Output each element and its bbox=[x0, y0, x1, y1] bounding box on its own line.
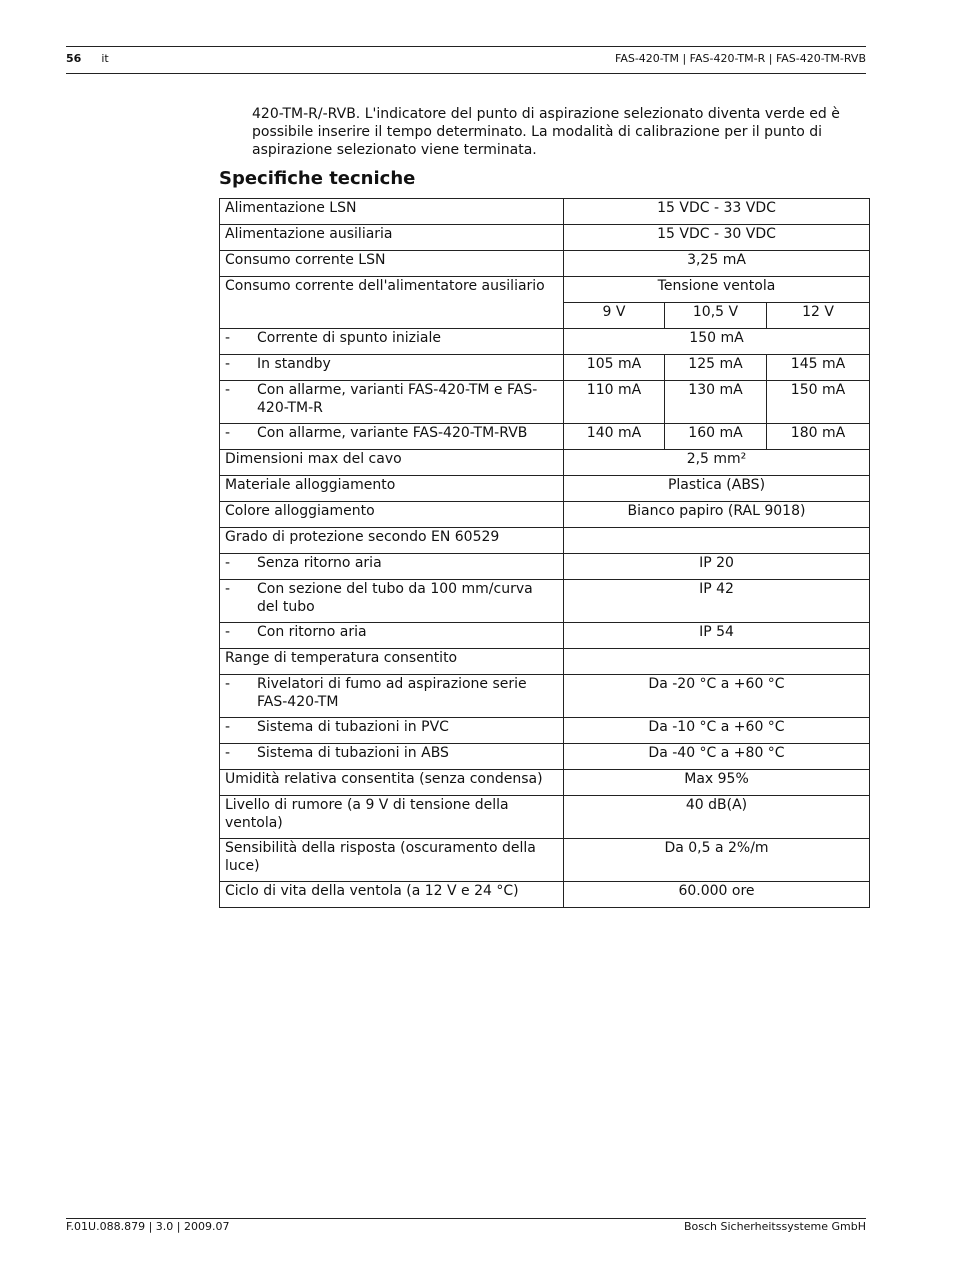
spec-label: Dimensioni max del cavo bbox=[220, 450, 564, 476]
spec-sublabel-text: Con sezione del tubo da 100 mm/curva del tubo bbox=[257, 581, 533, 615]
table-row bbox=[220, 554, 870, 580]
spec-sublabel-text: Rivelatori di fumo ad aspirazione serie FAS-420-TM bbox=[257, 676, 527, 710]
spec-label: Ciclo di vita della ventola (a 12 V e 24 °C) bbox=[220, 882, 564, 908]
spec-sublabel bbox=[220, 329, 564, 355]
document-reference: F.01U.088.879 | 3.0 | 2009.07 bbox=[66, 1220, 230, 1233]
page-header-left bbox=[66, 52, 109, 65]
spec-value: IP 20 bbox=[564, 554, 870, 580]
spec-value: 160 mA bbox=[665, 424, 767, 450]
table-row bbox=[220, 199, 870, 225]
list-dash: - bbox=[225, 745, 231, 761]
spec-label: Consumo corrente dell'alimentatore ausiliario bbox=[220, 277, 564, 329]
voltage-header: 9 V bbox=[564, 303, 665, 329]
spec-sublabel bbox=[220, 424, 564, 450]
list-dash: - bbox=[225, 624, 231, 640]
spec-value: 2,5 mm² bbox=[564, 450, 870, 476]
spec-label: Colore alloggiamento bbox=[220, 502, 564, 528]
spec-label: Umidità relativa consentita (senza condensa) bbox=[220, 770, 564, 796]
spec-label: Range di temperatura consentito bbox=[220, 649, 564, 675]
list-dash: - bbox=[225, 581, 231, 597]
spec-sublabel bbox=[220, 718, 564, 744]
table-row bbox=[220, 355, 870, 381]
spec-sublabel bbox=[220, 355, 564, 381]
spec-label: Alimentazione LSN bbox=[220, 199, 564, 225]
spec-sublabel-text: Senza ritorno aria bbox=[257, 555, 382, 571]
language-code: it bbox=[101, 52, 109, 65]
spec-value: Da 0,5 a 2%/m bbox=[564, 839, 870, 882]
section-title: Specifiche tecniche bbox=[219, 168, 416, 189]
voltage-header: 10,5 V bbox=[665, 303, 767, 329]
spec-sublabel-text: Sistema di tubazioni in PVC bbox=[257, 719, 449, 735]
spec-value: 15 VDC - 33 VDC bbox=[564, 199, 870, 225]
spec-sublabel-text: Corrente di spunto iniziale bbox=[257, 330, 441, 346]
spec-sublabel bbox=[220, 744, 564, 770]
table-row bbox=[220, 381, 870, 424]
spec-sublabel-text: Con allarme, varianti FAS-420-TM e FAS-420-TM-R bbox=[257, 382, 538, 416]
spec-value: 110 mA bbox=[564, 381, 665, 424]
spec-sublabel bbox=[220, 675, 564, 718]
spec-value bbox=[564, 649, 870, 675]
table-row bbox=[220, 839, 870, 882]
table-row bbox=[220, 882, 870, 908]
spec-value: 140 mA bbox=[564, 424, 665, 450]
list-dash: - bbox=[225, 330, 231, 346]
spec-sublabel bbox=[220, 381, 564, 424]
spec-value: 15 VDC - 30 VDC bbox=[564, 225, 870, 251]
spec-value: Bianco papiro (RAL 9018) bbox=[564, 502, 870, 528]
list-dash: - bbox=[225, 676, 231, 692]
spec-value: 180 mA bbox=[767, 424, 870, 450]
spec-value: 60.000 ore bbox=[564, 882, 870, 908]
table-row bbox=[220, 225, 870, 251]
spec-value: Plastica (ABS) bbox=[564, 476, 870, 502]
specs-table bbox=[219, 198, 870, 908]
page-number: 56 bbox=[66, 52, 82, 65]
spec-sublabel-text: Sistema di tubazioni in ABS bbox=[257, 745, 449, 761]
spec-value: 105 mA bbox=[564, 355, 665, 381]
table-row bbox=[220, 718, 870, 744]
spec-sublabel-text: In standby bbox=[257, 356, 331, 372]
product-title: FAS-420-TM | FAS-420-TM-R | FAS-420-TM-RVB bbox=[615, 52, 866, 65]
spec-sublabel-text: Con allarme, variante FAS-420-TM-RVB bbox=[257, 425, 528, 441]
list-dash: - bbox=[225, 425, 231, 441]
footer-rule bbox=[66, 1218, 866, 1219]
spec-value: 125 mA bbox=[665, 355, 767, 381]
table-row bbox=[220, 744, 870, 770]
list-dash: - bbox=[225, 719, 231, 735]
spec-value: 40 dB(A) bbox=[564, 796, 870, 839]
list-dash: - bbox=[225, 382, 231, 398]
table-row bbox=[220, 796, 870, 839]
table-row bbox=[220, 424, 870, 450]
spec-sublabel-text: Con ritorno aria bbox=[257, 624, 367, 640]
spec-label: Alimentazione ausiliaria bbox=[220, 225, 564, 251]
spec-label: Grado di protezione secondo EN 60529 bbox=[220, 528, 564, 554]
table-row bbox=[220, 528, 870, 554]
table-row bbox=[220, 649, 870, 675]
header-top-rule bbox=[66, 46, 866, 47]
spec-value: IP 42 bbox=[564, 580, 870, 623]
table-row bbox=[220, 623, 870, 649]
company-name: Bosch Sicherheitssysteme GmbH bbox=[683, 1220, 866, 1233]
table-row bbox=[220, 251, 870, 277]
table-row bbox=[220, 277, 870, 303]
table-row bbox=[220, 502, 870, 528]
table-row bbox=[220, 329, 870, 355]
intro-paragraph: 420-TM-R/-RVB. L'indicatore del punto di aspirazione selezionato diventa verde ed è possibile inserire il tempo determinato. La modalità di calibrazione per il punto di aspirazione selezionato viene terminata. bbox=[252, 106, 840, 158]
spec-value: 150 mA bbox=[767, 381, 870, 424]
spec-value: Max 95% bbox=[564, 770, 870, 796]
spec-sublabel bbox=[220, 580, 564, 623]
spec-value: Da -40 °C a +80 °C bbox=[564, 744, 870, 770]
spec-value: 150 mA bbox=[564, 329, 870, 355]
table-row bbox=[220, 450, 870, 476]
spec-value: 130 mA bbox=[665, 381, 767, 424]
spec-value: IP 54 bbox=[564, 623, 870, 649]
header-bottom-rule bbox=[66, 73, 866, 74]
spec-value bbox=[564, 528, 870, 554]
list-dash: - bbox=[225, 356, 231, 372]
table-row bbox=[220, 580, 870, 623]
spec-value: 145 mA bbox=[767, 355, 870, 381]
spec-value: 3,25 mA bbox=[564, 251, 870, 277]
spec-value: Da -10 °C a +60 °C bbox=[564, 718, 870, 744]
spec-label: Consumo corrente LSN bbox=[220, 251, 564, 277]
spec-label: Sensibilità della risposta (oscuramento della luce) bbox=[220, 839, 564, 882]
spec-sublabel bbox=[220, 554, 564, 580]
spec-value: Da -20 °C a +60 °C bbox=[564, 675, 870, 718]
list-dash: - bbox=[225, 555, 231, 571]
spec-label: Livello di rumore (a 9 V di tensione della ventola) bbox=[220, 796, 564, 839]
table-row bbox=[220, 770, 870, 796]
table-row bbox=[220, 675, 870, 718]
voltage-header: 12 V bbox=[767, 303, 870, 329]
spec-sublabel bbox=[220, 623, 564, 649]
spec-label: Materiale alloggiamento bbox=[220, 476, 564, 502]
table-row bbox=[220, 476, 870, 502]
spec-value: Tensione ventola bbox=[564, 277, 870, 303]
